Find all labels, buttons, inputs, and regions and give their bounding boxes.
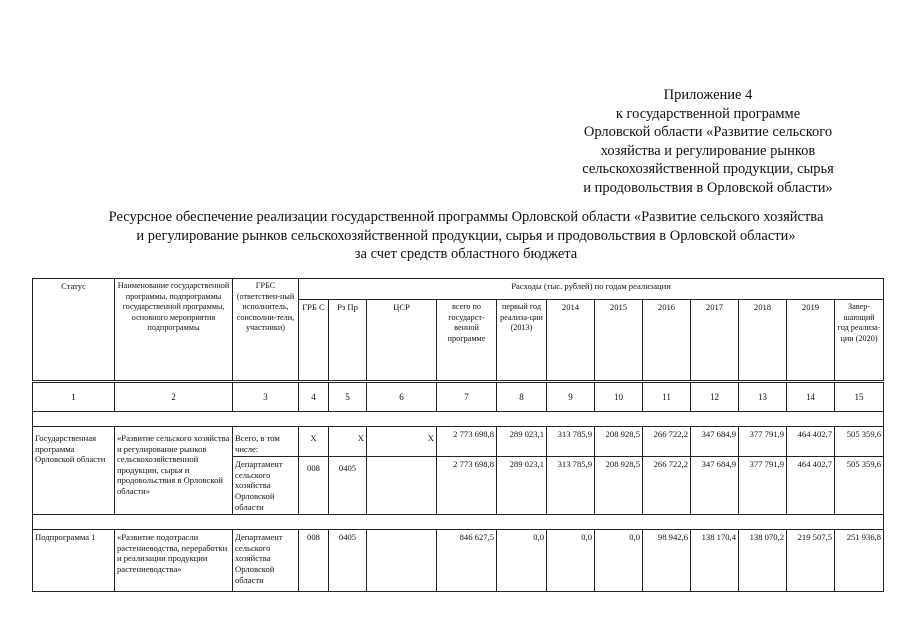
column-number: 1	[33, 382, 115, 412]
executor-cell: Департамент сельского хозяйства Орловской области	[233, 457, 299, 515]
header-expenses: Расходы (тыс. рублей) по годам реализации	[299, 279, 884, 300]
executor-cell: Департамент сельского хозяйства Орловской области	[233, 530, 299, 592]
year-2014-cell: 0,0	[547, 530, 595, 592]
rzpr-cell: 0405	[329, 530, 367, 592]
column-number: 9	[547, 382, 595, 412]
appendix-line: к государственной программе	[615, 105, 801, 122]
column-number: 3	[233, 382, 299, 412]
executor-cell: Всего, в том числе:	[233, 427, 299, 457]
header-grbs: ГРБ С	[299, 300, 329, 382]
year-2019-cell: 219 507,5	[787, 530, 835, 592]
year-2015-cell: 208 928,5	[595, 457, 643, 515]
header-grbs-exec: ГРБС (ответствен-ный исполнитель, соисполни-тели, участники)	[233, 279, 299, 382]
column-number: 7	[437, 382, 497, 412]
rzpr-cell: 0405	[329, 457, 367, 515]
appendix-line: Приложение 4	[663, 87, 753, 103]
header-status: Статус	[33, 279, 115, 382]
header-2014: 2014	[547, 300, 595, 382]
spacer-row	[33, 515, 884, 530]
title-line: за счет средств областного бюджета	[354, 246, 578, 262]
year-2020-cell: 505 359,6	[835, 457, 884, 515]
column-number-row	[33, 382, 884, 412]
resource-table	[32, 278, 884, 592]
header-name: Наименование государственной программы, подпрограммы государственной программы, основного мероприятия подпрограммы	[115, 279, 233, 382]
year-2013-cell: 289 023,1	[497, 427, 547, 457]
column-number: 10	[595, 382, 643, 412]
year-2013-cell: 0,0	[497, 530, 547, 592]
column-number: 15	[835, 382, 884, 412]
header-2019: 2019	[787, 300, 835, 382]
total-cell: 2 773 698,8	[437, 457, 497, 515]
header-first-year: первый год реализа-ции (2013)	[497, 300, 547, 382]
year-2017-cell: 347 684,9	[691, 457, 739, 515]
spacer-row	[33, 412, 884, 427]
header-csr: ЦСР	[367, 300, 437, 382]
header-final-year: Завер-шающий год реализа-ции (2020)	[835, 300, 884, 382]
program-status: Государственная программа Орловской области	[33, 427, 115, 515]
column-number: 5	[329, 382, 367, 412]
header-row	[33, 279, 884, 300]
appendix-line: сельскохозяйственной продукции, сырья	[582, 161, 834, 178]
grbs-cell: 008	[299, 457, 329, 515]
year-2018-cell: 377 791,9	[739, 457, 787, 515]
year-2014-cell: 313 785,9	[547, 457, 595, 515]
year-2017-cell: 138 170,4	[691, 530, 739, 592]
appendix-line: и продовольствия в Орловской области»	[583, 179, 833, 196]
year-2018-cell: 138 070,2	[739, 530, 787, 592]
header-2018: 2018	[739, 300, 787, 382]
appendix-header	[548, 86, 868, 198]
year-2014-cell: 313 785,9	[547, 427, 595, 457]
appendix-line: хозяйства и регулирование рынков	[600, 142, 816, 159]
year-2019-cell: 464 402,7	[787, 427, 835, 457]
column-number: 14	[787, 382, 835, 412]
year-2013-cell: 289 023,1	[497, 457, 547, 515]
year-2016-cell: 266 722,2	[643, 457, 691, 515]
column-number: 8	[497, 382, 547, 412]
header-2015: 2015	[595, 300, 643, 382]
year-2017-cell: 347 684,9	[691, 427, 739, 457]
header-2017: 2017	[691, 300, 739, 382]
header-rzpr: Рз Пр	[329, 300, 367, 382]
total-cell: 2 773 698,8	[437, 427, 497, 457]
year-2015-cell: 0,0	[595, 530, 643, 592]
total-cell: 846 627,5	[437, 530, 497, 592]
grbs-cell: Х	[299, 427, 329, 457]
grbs-cell: 008	[299, 530, 329, 592]
appendix-line: Орловской области «Развитие сельского	[583, 124, 833, 141]
column-number: 13	[739, 382, 787, 412]
table-row	[33, 530, 884, 592]
rzpr-cell: Х	[329, 427, 367, 457]
csr-cell: Х	[367, 427, 437, 457]
year-2016-cell: 98 942,6	[643, 530, 691, 592]
subprogram-status: Подпрограмма 1	[33, 530, 115, 592]
column-number: 11	[643, 382, 691, 412]
title-line: Ресурсное обеспечение реализации государственной программы Орловской области «Развитие сельского хозяйства	[108, 209, 824, 225]
title-line: и регулирование рынков сельскохозяйственной продукции, сырья и продовольствия в Орловской области»	[136, 227, 796, 244]
csr-cell	[367, 457, 437, 515]
year-2019-cell: 464 402,7	[787, 457, 835, 515]
year-2020-cell: 505 359,6	[835, 427, 884, 457]
year-2015-cell: 208 928,5	[595, 427, 643, 457]
column-number: 12	[691, 382, 739, 412]
header-2016: 2016	[643, 300, 691, 382]
table-row	[33, 427, 884, 457]
year-2020-cell: 251 936,8	[835, 530, 884, 592]
year-2016-cell: 266 722,2	[643, 427, 691, 457]
column-number: 4	[299, 382, 329, 412]
document-title	[40, 208, 892, 264]
column-number: 6	[367, 382, 437, 412]
subprogram-name: «Развитие подотрасли растениеводства, переработки и реализации продукции растениеводства»	[115, 530, 233, 592]
header-total: всего по государст-венной программе	[437, 300, 497, 382]
year-2018-cell: 377 791,9	[739, 427, 787, 457]
column-number: 2	[115, 382, 233, 412]
csr-cell	[367, 530, 437, 592]
program-name: «Развитие сельского хозяйства и регулирование рынков сельскохозяйственной продукции, сырья и продовольствия в Орловской области»	[115, 427, 233, 515]
